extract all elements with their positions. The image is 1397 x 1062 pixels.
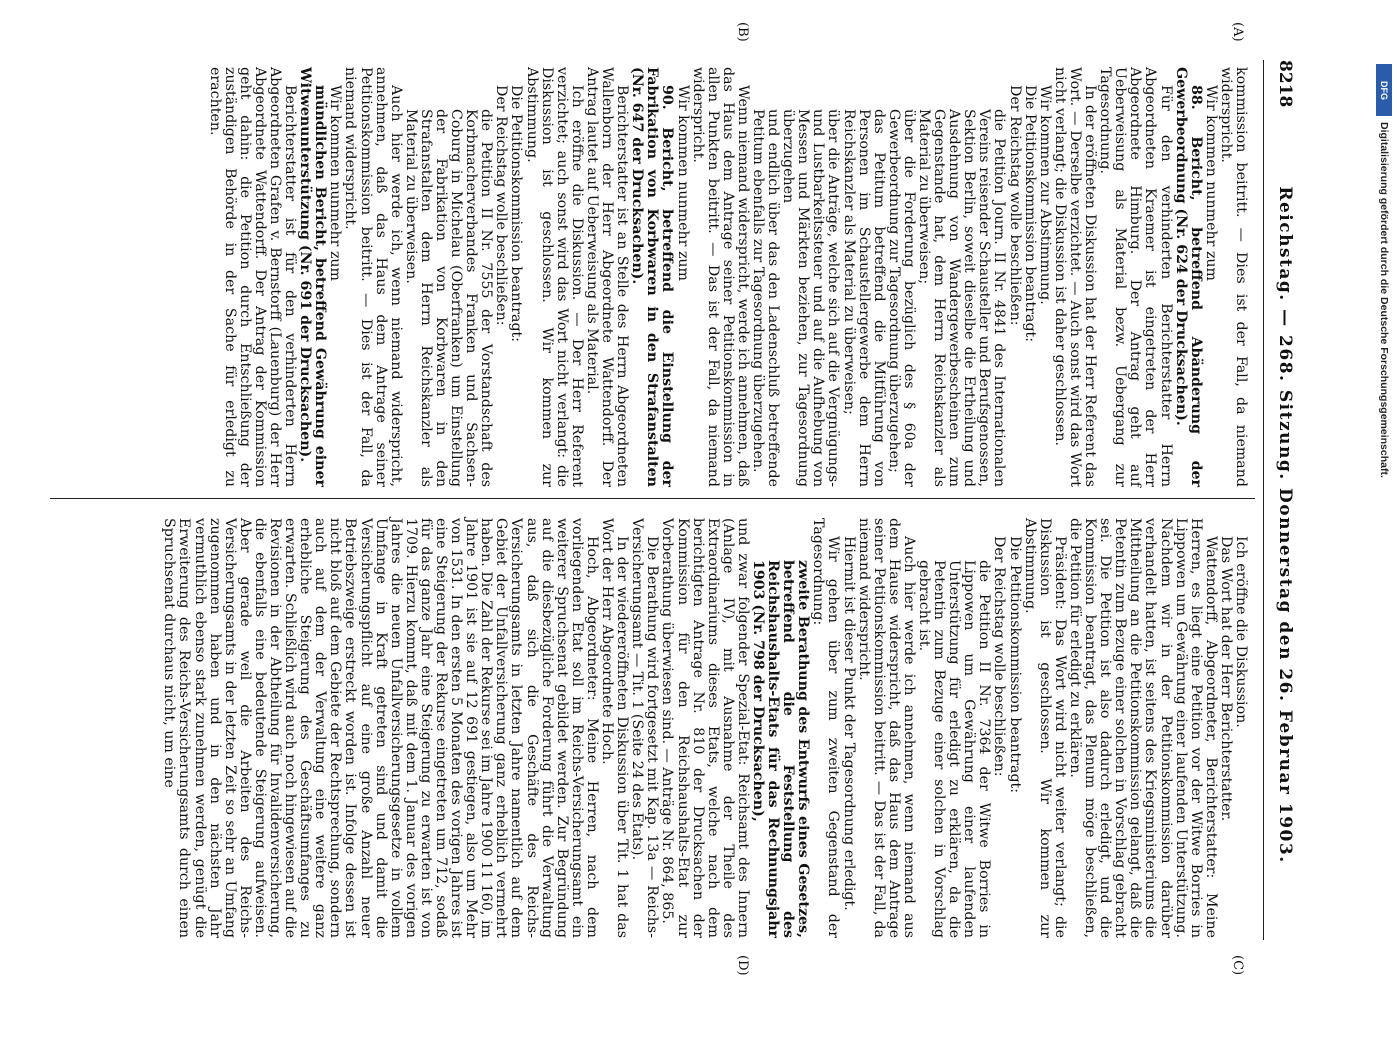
paragraph: Wir kommen nunmehr zum <box>327 85 344 282</box>
margin-marker-a: (A) <box>1230 22 1245 42</box>
agenda-item-heading: 90. Bericht, betreffend die Einstellung der Fabrikation von Korbwaren in den Strafanstalten (Nr. 647 der Drucksachen). <box>629 67 676 487</box>
resolution-text: über die Forderung bezüglich des § 60a der Gewerbeordnung zur Tagesordnung überzugehen; <box>885 109 917 487</box>
resolution-text: und endlich über das den Ladenschluß betreffende Petitum ebenfalls zur Tagesordnung überzugehen. <box>750 109 782 487</box>
paragraph: Die Petitionskommission beantragt: <box>508 85 525 343</box>
paragraph: Der Reichstag wolle beschließen: <box>991 536 1008 777</box>
running-head <box>1270 60 1300 940</box>
resolution-text: die Petition II Nr. 7555 der Vorstandschaft des Korbmacherverbandes Franken und Sachsen-Coburg in Michelau (Oberfranken) um Einstellung der Fabrikation von Korbwaren in den Strafanstalten dem Herrn Reichskanzler als Material zu überweisen. <box>402 109 495 487</box>
paragraph: In der eröffneten Diskussion hat der Herr Referent das Wort. — Derselbe verzichtet. — Auch sonst wird das Wort nicht verlangt; die Diskussion ist daher geschlossen. <box>1051 67 1099 487</box>
speech-paragraph: Wattendorff, Abgeordneter, Berichterstatter: Meine Herren, es liegt eine Petition vor der Witwe Borries in Lippowen um Gewährung einer laufenden Unterstützung. Nachdem wir in der Petitionskommission darüber verhandelt hatten, ist seitens des Kriegsministeriums die Mittheilung an die Petitionskommission gelangt, daß die Petentin zum Bezuge einer solchen in Vorschlag gebracht sei. Die Petition ist also dadurch erledigt, und die Kommission beantragt, das Plenum möge beschließen, die Petition für erledigt zu erklären. <box>1066 518 1219 938</box>
agenda-item-heading: 88. Bericht, betreffend Abänderung der Gewerbeordnung (Nr. 624 der Drucksachen). <box>1172 67 1204 487</box>
paragraph: Wir kommen nunmehr zum <box>1202 85 1219 282</box>
document-page <box>10 0 1340 1000</box>
resolution-text: die Petition II Nr. 7364 der Witwe Borries in Lippowen um Gewährung einer laufenden Unterstützung für erledigt zu erklären, da die Petentin zum Bezuge einer solchen in Vorschlag gebracht ist. <box>916 560 993 938</box>
paragraph: Die Berathung wird fortgesetzt mit Kap. 13a — Reichs-Versicherungsamt — Tit. 1 (Seite 24 des Etats). <box>629 518 661 938</box>
paragraph: Der Reichstag wolle beschließen: <box>493 85 510 326</box>
speech-paragraph: Hoch, Abgeordneter: Meine Herren, nach dem vorliegenden Etat soll im Reichs-Versicherungsamt ein weiterer Spruchsenat gebildet werden. Zur Begründung auf die diesbezügliche Forderung führt die Verwaltung aus, daß sich die Geschäfte des Reichs-Versicherungsamts in letzten Jahre namentlich auf dem Gebiet der Unfallversicherung ganz erheblich vermehrt haben. Die Zahl der Rekurse sei im Jahre 1900 11 160, im Jahre 1901 ist sie auf 12 691 gestiegen, also um Mehr von 1531. In den ersten 5 Monaten des vorigen Jahres ist eine Steigerung der Rekurse eingetreten um 712, sodaß für das ganze Jahr eine Steigerung zu erwarten ist von 1709. Hierzu kommt, daß mit dem 1. Januar des vorigen Jahres die neuen Unfallversicherungsgesetze in vollem Umfange in Kraft getreten sind und damit die Versicherungspflicht auf eine große Anzahl neuer Betriebszweige erstreckt worden ist. Infolge dessen ist nicht bloß auf dem Gebiete der Rechtsprechung, sondern auch auf dem der Verwaltung eine weitere ganz erhebliche Steigerung des Geschäftsumfanges zu erwarten. Schließlich wird auch noch hingewiesen auf die Revisionen in der Abtheilung für Invalidenversicherung, die ebenfalls eine bedeutende Steigerung aufweisen. Aber gerade weil die Arbeiten des Reichs-Versicherungsamts in der letzten Zeit so sehr an Umfang zugenommen haben und in den nächsten Jahr vermuthlich ebenso stark zunehmen werden, genügt die Erweiterung des Reichs-Versicherungsamts durch einen Spruchsenat durchaus nicht, um eine <box>161 518 600 938</box>
paragraph: In der wiedereröffneten Diskussion über Tit. 1 hat das Wort der Herr Abgeordnete Hoch. <box>599 518 631 938</box>
margin-marker-b: (B) <box>735 22 750 42</box>
right-column <box>161 518 1248 938</box>
paragraph: und zwar folgender Spezial-Etat: Reichsamt des Innern (Anlage IV), mit Ausnahme der Theile des Extraordinariums dieses Etats, welche nach dem berichtigten Antrage Nr. 810 der Drucksachen der Kommission für den Reichshaushalts-Etat zur Vorberathung überwiesen sind. — Anträge Nr. 864, 865. <box>659 518 751 938</box>
paragraph: Berichterstatter ist für den verhinderten Herrn Abgeordneten Grafen v. Bernstorff (Lauenburg) der Herr Abgeordnete Wattendorff. Der Antrag der Kommission geht dahin: die Petition durch Entschließung der zuständigen Behörde in der Sache für erledigt zu erachten. <box>206 67 299 487</box>
paragraph: Wir kommen zur Abstimmung. <box>1036 85 1053 305</box>
paragraph: Für den verhinderten Berichterstatter Herrn Abgeordneten Kraemer ist eingetreten der Herr Abgeordnete Himburg. Der Antrag geht auf Ueberweisung als Material bezw. Uebergang zur Tagesordnung. <box>1097 67 1174 487</box>
paragraph: Ich eröffne die Diskussion. — Der Herr Referent verzichtet; auch sonst wird das Wort nicht verlangt: die Diskussion ist geschlossen. Wir kommen zur Abstimmung. <box>523 67 585 487</box>
dfg-logo: DFG <box>1376 64 1392 116</box>
page-number: 8218 <box>1275 60 1295 108</box>
agenda-item-heading: mündlichen Bericht, betreffend Gewährung einer Witwenunterstützung (Nr. 691 der Drucksachen). <box>297 67 329 487</box>
resolution-text: die Petition Journ. II Nr. 4841 des Internationalen Vereins reisender Schausteller und Berufsgenossen, Sektion Berlin, soweit dieselbe die Ertheilung und Ausdehnung von Wandergewerbescheinen zum Gegenstande hat, dem Herrn Reichskanzler als Material zu überweisen; <box>916 109 1008 487</box>
agenda-item-heading: zweite Berathung des Entwurfs eines Gesetzes, betreffend die Feststellung des Reichshaushalts-Etats für das Rechnungsjahr 1903 (Nr. 798 der Drucksachen), <box>750 560 812 938</box>
paragraph: Auch hier werde ich, wenn niemand widerspricht, annehmen, daß das Haus dem Antrage seiner Petitionskommission beitritt. — Dies ist der Fall, da niemand widerspricht. <box>342 67 404 487</box>
resolution-text: das Petitum betreffend die Mitführung von Personen im Schaustellergewerbe dem Herrn Reichskanzler als Material zu überweisen; <box>840 109 887 487</box>
paragraph: Auch hier werde ich annehmen, wenn niemand aus dem Hause widerspricht, daß das Haus dem Antrage seiner Petitionskommission beitritt. — Das ist der Fall, da niemand widerspricht. <box>855 518 917 938</box>
paragraph: kommission beitritt. — Dies ist der Fall, da niemand widerspricht. <box>1217 67 1249 487</box>
page-title: Reichstag. — 268. Sitzung. Donnerstag den 26. Februar 1903. <box>1275 186 1295 864</box>
paragraph: Die Petitionskommission beantragt: <box>1006 536 1023 794</box>
paragraph: Der Reichstag wolle beschließen: <box>1006 85 1023 326</box>
column-divider <box>50 498 1255 499</box>
header-rule <box>1263 60 1264 940</box>
paragraph: Wir gehen über zum zweiten Gegenstand der Tagesordnung: <box>810 518 842 938</box>
left-column <box>207 67 1248 487</box>
resolution-text: über die Anträge, welche sich auf die Vergnügungs- und Lustbarkeitssteuer und auf die Aufhebung von Messen und Märkten beziehen, zur Tagesordnung überzugehen <box>780 109 842 487</box>
credit-strip <box>1373 60 1395 1000</box>
paragraph: Berichterstatter ist an Stelle des Herrn Abgeordneten Wallenborn der Herr Abgeordnete Wattendorff. Der Antrag lautet auf Ueberweisung als Material. <box>583 67 631 487</box>
margin-marker-d: (D) <box>735 955 750 976</box>
paragraph: Ich eröffne die Diskussion. <box>1233 536 1249 728</box>
credit-text: Digitalisierung gefördert durch die Deutsche Forschungsgemeinschaft. <box>1378 122 1390 478</box>
speech-paragraph: Präsident: Das Wort wird nicht weiter verlangt; die Diskussion ist geschlossen. Wir kommen zur Abstimmung. <box>1021 518 1068 938</box>
paragraph: Wenn niemand widerspricht, werde ich annehmen, daß das Haus dem Antrage seiner Petitionskommission in allen Punkten beitritt. — Das ist der Fall, da niemand widerspricht. <box>689 67 751 487</box>
margin-marker-c: (C) <box>1230 955 1245 976</box>
paragraph: Die Petitionskommission beantragt: <box>1021 85 1038 343</box>
paragraph: Hiermit ist dieser Punkt der Tagesordnung erledigt. <box>840 536 857 911</box>
paragraph: Wir kommen nunmehr zum <box>674 85 691 282</box>
paragraph: Das Wort hat der Herr Berichterstatter. <box>1217 536 1234 822</box>
